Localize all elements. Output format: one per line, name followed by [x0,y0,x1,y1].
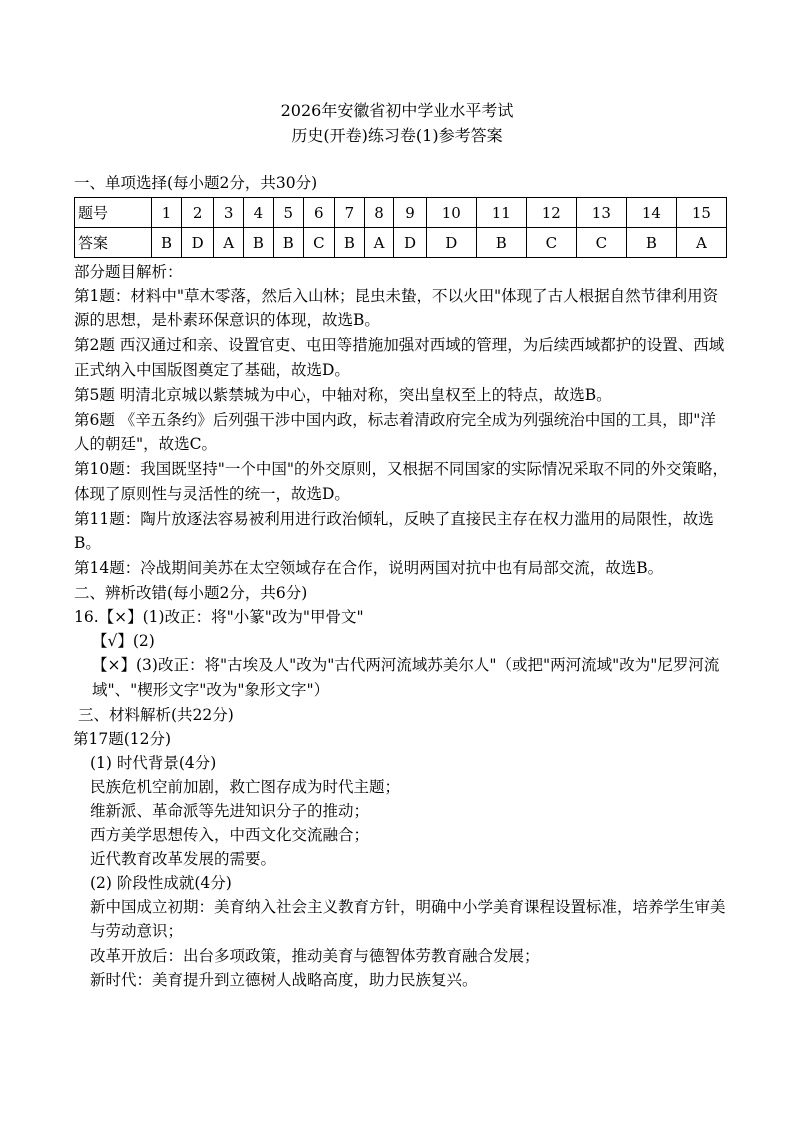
question-number: 4 [243,198,273,228]
part2-title: (2) 阶段性成就(4分) [90,873,232,892]
question-row-label: 题号 [75,198,152,228]
analysis-paragraph: 第14题：冷战期间美苏在太空领域存在合作，说明两国对抗中也有局部交流，故选B。 [74,559,664,578]
analysis-paragraph: 第5题 明清北京城以紫禁城为中心，中轴对称，突出皇权至上的特点，故选B。 [74,385,612,404]
answer-cell: B [334,228,364,258]
question-number: 12 [526,198,576,228]
document-title: 2026年安徽省初中学业水平考试 [280,101,514,120]
part1-item: 维新派、革命派等先进知识分子的推动； [90,801,370,820]
question-number: 8 [364,198,393,228]
question-number: 7 [334,198,364,228]
question-number: 2 [181,198,213,228]
analysis-paragraph: 第1题：材料中"草木零落，然后入山林；昆虫未蛰，不以火田"体现了古人根据自然节律利用资源的思想，是朴素环保意识的体现，故选B。 [74,287,719,330]
correction-line: 【√】(2) [92,632,155,651]
question-number: 10 [426,198,476,228]
part1-title: (1) 时代背景(4分) [90,753,217,772]
analysis-heading: 部分题目解析： [74,263,183,281]
question-number: 14 [626,198,676,228]
question-number: 6 [303,198,334,228]
part2-item: 新时代：美育提升到立德树人战略高度，助力民族复兴。 [90,971,478,990]
answer-cell: A [214,228,243,258]
answer-cell: B [476,228,526,258]
document-subtitle: 历史(开卷)练习卷(1)参考答案 [291,126,503,145]
question-number: 11 [476,198,526,228]
correction-line: 【×】(3)改正：将"古埃及人"改为"古代两河流域苏美尔人"（或把"两河流域"改为"尼罗河流域"、"楔形文字"改为"象形文字"） [92,656,720,699]
analysis-paragraph: 第2题 西汉通过和亲、设置官吏、屯田等措施加强对西域的管理，为后续西域都护的设置、西域正式纳入中国版图奠定了基础，故选D。 [74,336,725,379]
document-header [0,98,794,148]
answer-table-answer-row [75,228,727,258]
answer-cell: C [576,228,626,258]
question-number: 9 [394,198,426,228]
answer-cell: B [243,228,273,258]
analysis-paragraph: 第11题：陶片放逐法容易被利用进行政治倾轧，反映了直接民主存在权力滥用的局限性，故选B。 [74,509,714,553]
question-number: 5 [273,198,303,228]
answer-cell: B [152,228,182,258]
analysis-paragraph: 第10题：我国既坚持"一个中国"的外交原则，又根据不同国家的实际情况采取不同的外交策略，体现了原则性与灵活性的统一，故选D。 [74,460,728,503]
answer-cell: C [526,228,576,258]
question-number: 13 [576,198,626,228]
section3-heading: 三、材料解析(共22分) [78,705,234,724]
part1-item: 西方美学思想传入，中西文化交流融合； [90,825,370,844]
correction-line: 16.【×】(1)改正：将"小篆"改为"甲骨文" [74,608,364,627]
answer-cell: A [364,228,393,258]
question-number: 1 [152,198,182,228]
answer-cell: B [626,228,676,258]
answer-table [74,197,727,258]
answer-cell: A [676,228,726,258]
analysis-paragraph: 第6题 《辛五条约》后列强干涉中国内政，标志着清政府完全成为列强统治中国的工具，即"洋人的朝廷"，故选C。 [74,411,716,454]
answer-row-label: 答案 [75,228,152,258]
part1-item: 近代教育改革发展的需要。 [90,849,277,868]
answer-cell: D [181,228,213,258]
answer-cell: B [273,228,303,258]
answer-cell: C [303,228,334,258]
question-number: 3 [214,198,243,228]
answer-cell: D [394,228,426,258]
section1-heading: 一、单项选择(每小题2分，共30分) [74,174,318,192]
section2-heading: 二、辨析改错(每小题2分，共6分) [74,584,308,603]
document-body [74,171,729,992]
question-number: 15 [676,198,726,228]
part2-item: 新中国成立初期：美育纳入社会主义教育方针，明确中小学美育课程设置标准，培养学生审美与劳动意识； [90,897,726,941]
part1-item: 民族危机空前加剧，救亡图存成为时代主题； [90,777,401,796]
answer-table-question-row [75,198,727,228]
part2-item: 改革开放后：出台多项政策，推动美育与德智体劳教育融合发展； [90,947,540,966]
question17-title: 第17题(12分) [73,729,172,748]
answer-cell: D [426,228,476,258]
